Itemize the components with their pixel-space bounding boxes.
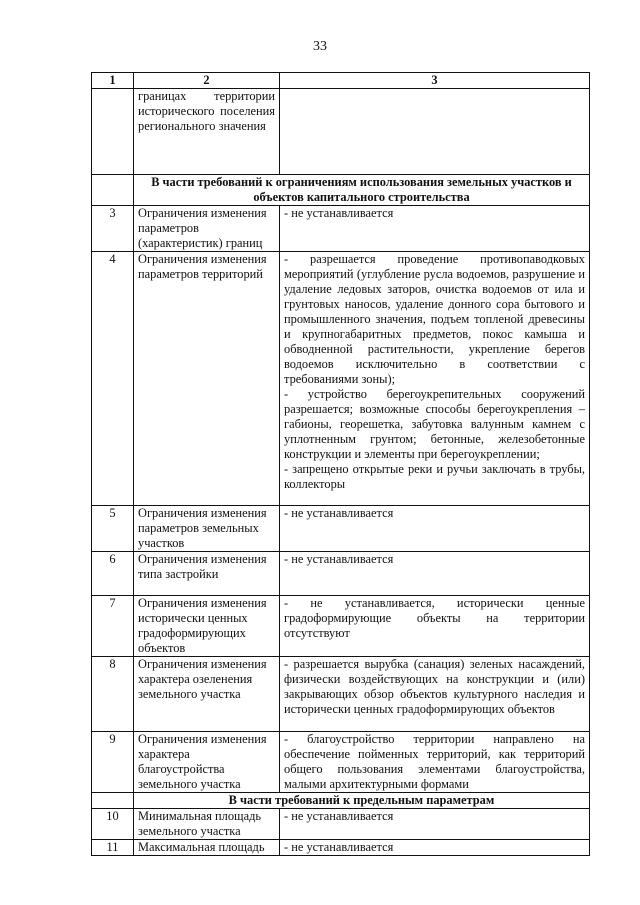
restriction-item: - не устанавливается	[284, 206, 394, 220]
restriction-item: - не устанавливается, исторически ценные градоформирующие объекты на территории отсутствуют	[284, 596, 585, 640]
restriction-name: Ограничения изменения характера благоустройства земельного участка	[134, 732, 280, 793]
requirements-table	[91, 72, 590, 856]
table-row	[92, 552, 590, 596]
row-number: 9	[92, 732, 134, 793]
continuation-row	[92, 89, 590, 175]
table-row	[92, 206, 590, 252]
restriction-item: - разрешается вырубка (санация) зеленых насаждений, физически воздействующих на конструкции и (или) закрывающих обзор объектов культурного наследия и исторически ценных градоформирующих объектов	[284, 657, 585, 716]
column-header-2: 2	[134, 73, 280, 89]
section-empty-cell	[92, 175, 134, 206]
restriction-value	[280, 732, 590, 793]
table-row	[92, 809, 590, 840]
restriction-value	[280, 840, 590, 856]
restriction-value	[280, 506, 590, 552]
section-heading-restrictions: В части требований к ограничениям использования земельных участков и объектов капитального строительства	[134, 175, 590, 206]
row-number: 3	[92, 206, 134, 252]
table-row	[92, 596, 590, 657]
column-header-1: 1	[92, 73, 134, 89]
restriction-name: Ограничения изменения характера озеленения земельного участка	[134, 657, 280, 732]
restriction-value	[280, 657, 590, 732]
row-number: 5	[92, 506, 134, 552]
table-row	[92, 732, 590, 793]
column-header-3: 3	[280, 73, 590, 89]
restriction-item: - не устанавливается	[284, 552, 394, 566]
restriction-value	[280, 552, 590, 596]
restriction-name: Минимальная площадь земельного участка	[134, 809, 280, 840]
table-row	[92, 252, 590, 506]
table-row	[92, 657, 590, 732]
restriction-name: Ограничения изменения параметров территорий	[134, 252, 280, 506]
restriction-item: - благоустройство территории направлено на обеспечение пойменных территорий, как территорий общего пользования элементами благоустройства, малыми архитектурными формами	[284, 732, 585, 791]
restriction-value	[280, 252, 590, 506]
restriction-name: Ограничения изменения исторически ценных градоформирующих объектов	[134, 596, 280, 657]
section-row-limits	[92, 793, 590, 809]
row-number: 7	[92, 596, 134, 657]
restriction-item: - не устанавливается	[284, 840, 394, 854]
section-empty-cell	[92, 793, 134, 809]
restriction-item: - не устанавливается	[284, 809, 394, 823]
table-header-row	[92, 73, 590, 89]
page-number: 33	[313, 39, 327, 54]
restriction-name: Ограничения изменения параметров (характеристик) границ	[134, 206, 280, 252]
row-number: 6	[92, 552, 134, 596]
continuation-name-cell: границах территории исторического поселения регионального значения	[134, 89, 280, 175]
restriction-item: - устройство берегоукрепительных сооружений разрешается; возможные способы берегоукрепления – габионы, георешетка, забутовка валунным камнем с уплотненным грунтом; бетонные, железобетонные конструкции и элементы при берегоукреплении;	[284, 387, 585, 461]
restriction-item: - разрешается проведение противопаводковых мероприятий (углубление русла водоемов, разрушение и удаление ледовых заторов, очистка водоемов от ила и грунтовых наносов, удаление донного сора бытового и промышленного значения, подъем топленой древесины и крупногабаритных предметов, покос камыша и обводненной растительности, укрепление берегов водоемов исключительно в соответствии с требованиями зоны);	[284, 252, 585, 386]
row-number: 10	[92, 809, 134, 840]
restriction-item: - не устанавливается	[284, 506, 394, 520]
restriction-value	[280, 809, 590, 840]
restriction-name: Максимальная площадь	[134, 840, 280, 856]
table-row	[92, 506, 590, 552]
restriction-value	[280, 206, 590, 252]
restriction-value	[280, 596, 590, 657]
restriction-name: Ограничения изменения типа застройки	[134, 552, 280, 596]
continuation-value-cell	[280, 89, 590, 175]
row-number: 8	[92, 657, 134, 732]
row-number: 11	[92, 840, 134, 856]
table-row	[92, 840, 590, 856]
section-row-restrictions	[92, 175, 590, 206]
section-heading-limits: В части требований к предельным параметрам	[134, 793, 590, 809]
restriction-name: Ограничения изменения параметров земельных участков	[134, 506, 280, 552]
restriction-item: - запрещено открытые реки и ручьи заключать в трубы, коллекторы	[284, 462, 585, 491]
row-number: 4	[92, 252, 134, 506]
continuation-num-cell	[92, 89, 134, 175]
